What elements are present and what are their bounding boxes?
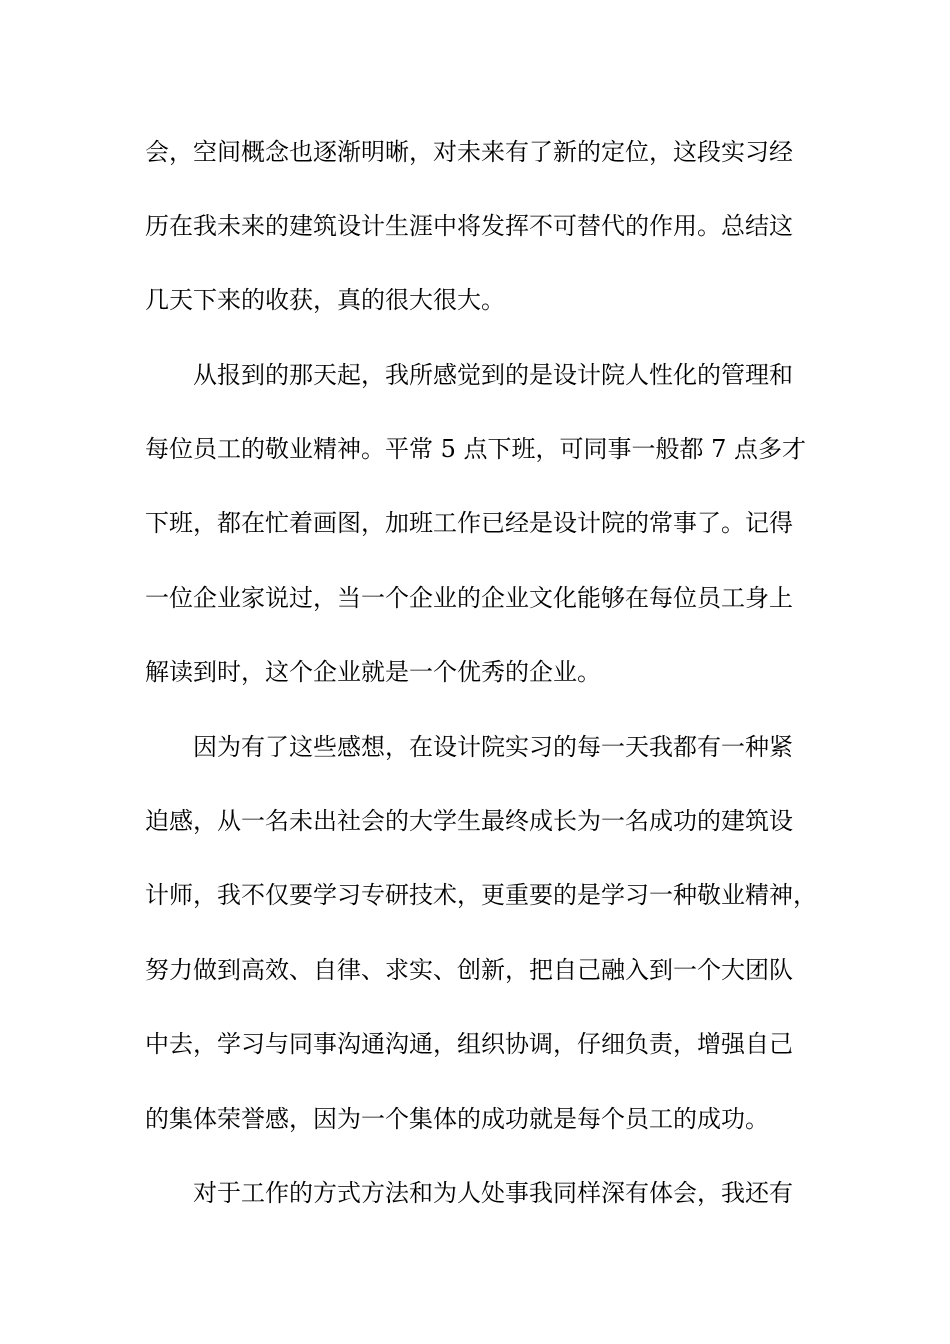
text-line: 努力做到高效、自律、求实、创新，把自己融入到一个大团队 — [145, 956, 793, 984]
text-line: 迫感，从一名未出社会的大学生最终成长为一名成功的建筑设 — [145, 807, 793, 835]
text-line: 下班，都在忙着画图，加班工作已经是设计院的常事了。记得 — [145, 509, 793, 537]
text-line: 的集体荣誉感，因为一个集体的成功就是每个员工的成功。 — [145, 1105, 769, 1133]
text-line: 中去，学习与同事沟通沟通，组织协调，仔细负责，增强自己 — [145, 1030, 793, 1058]
text-line: 计师，我不仅要学习专研技术，更重要的是学习一种敬业精神， — [145, 881, 817, 909]
paragraph-first-line: 对于工作的方式方法和为人处事我同样深有体会，我还有 — [193, 1179, 793, 1207]
paragraph-first-line: 从报到的那天起，我所感觉到的是设计院人性化的管理和 — [193, 361, 793, 389]
text-line: 每位员工的敬业精神。平常 5 点下班，可同事一般都 7 点多才 — [145, 435, 807, 463]
text-line: 解读到时，这个企业就是一个优秀的企业。 — [145, 658, 601, 686]
text-line: 几天下来的收获，真的很大很大。 — [145, 286, 505, 314]
text-line: 会，空间概念也逐渐明晰，对未来有了新的定位，这段实习经 — [145, 138, 793, 166]
paragraph-first-line: 因为有了这些感想，在设计院实习的每一天我都有一种紧 — [193, 733, 793, 761]
text-line: 历在我未来的建筑设计生涯中将发挥不可替代的作用。总结这 — [145, 212, 793, 240]
text-line: 一位企业家说过，当一个企业的企业文化能够在每位员工身上 — [145, 584, 793, 612]
